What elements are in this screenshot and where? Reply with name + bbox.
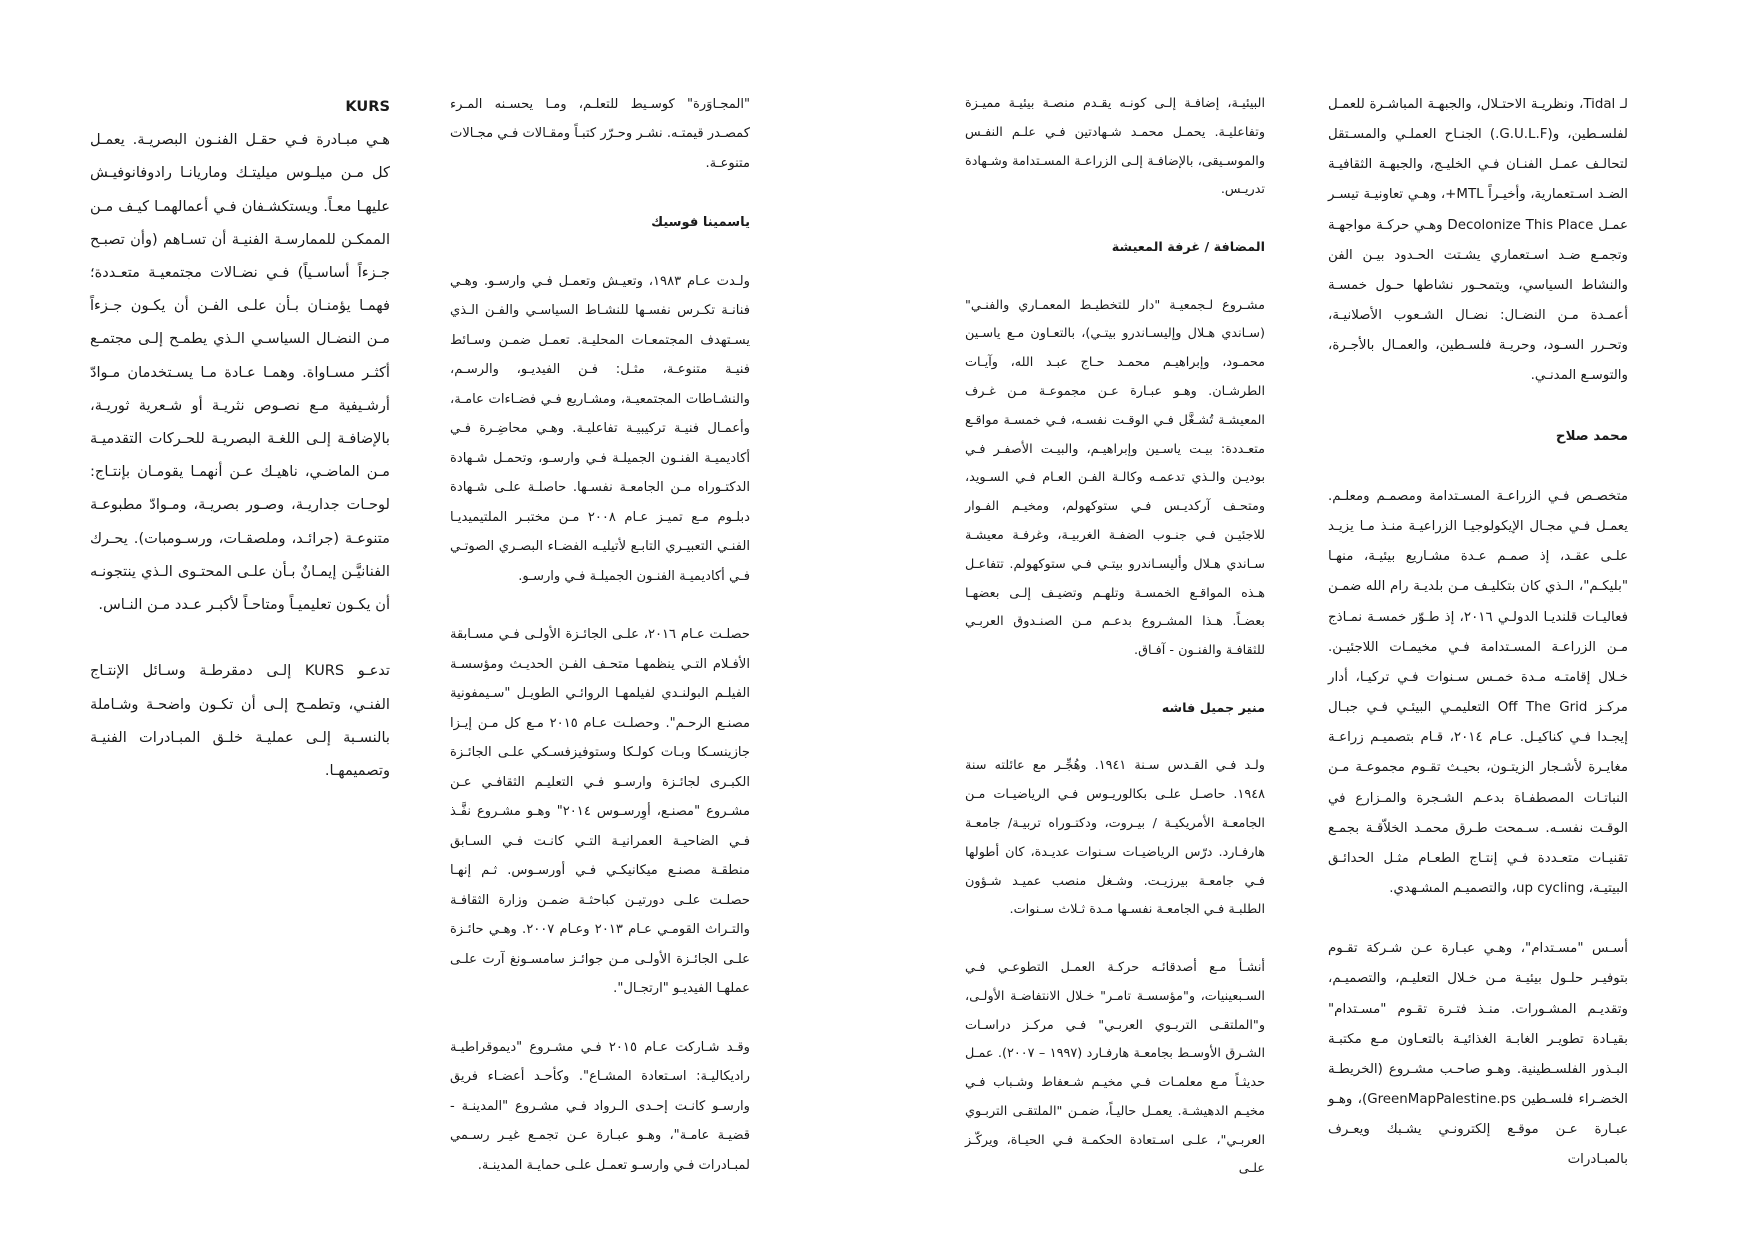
text-column-4 — [90, 90, 390, 820]
paragraph: "المجـاوَرة" كوسـيط للتعلـم، ومـا يحسـنه المـرء كمصـدر قيمتـه. نشـر وحـرّر كتبـاً ومقـالات فـي مجـالات متنوعـة. — [450, 97, 750, 171]
heading-munir-fasheh: منير جميل فاشه — [1161, 700, 1265, 716]
heading-mohammad-salah: محمد صلاح — [1555, 428, 1628, 444]
text-column-1 — [1328, 90, 1628, 1206]
paragraph: ولـد فـي القـدس سـنة ١٩٤١. وهُجِّـر مع عائلته سنة ١٩٤٨. حاصـل علـى بكالوريـوس فـي الرياضيـات مـن الجامعـة الأمريكيـة / بيـروت، ودكتـوراه تربيـة/ جامعـة هارفـارد. درّس الرياضيـات سـنوات عديـدة، كان أطولها فـي جامعـة بيرزيـت. وشـغل منصب عميـد شـؤون الطلبـة فـي الجامعـة نفسـها مـدة ثـلاث سـنوات. — [965, 758, 1265, 918]
paragraph: ولـدت عـام ١٩٨٣، وتعيـش وتعمـل فـي وارسـو. وهـي فنانـة تكـرس نفسـها للنشـاط السياسـي والفـن الـذي يسـتهدف المجتمعـات المحليـة. تعمـل ضمـن وسـائط فنيـة متنوعـة، مثـل: فـن الفيديـو، والرسـم، والنشـاطات المجتمعيـة، ومشـاريع فـي فضـاءات عامـة، وأعمـال فنيـة تركيبيـة تفاعليـة. وهـي محاضِـرة فـي أكاديميـة الفنـون الجميلـة فـي وارسـو، وتحمـل شـهادة الدكتـوراه مـن الجامعـة نفسـها. حاصلـة علـى شـهادة دبلـوم مـع تميـز عـام ٢٠٠٨ مـن مختبـر الملتيميديـا الفنـي التعبيـري التابـع لأتيليـه الفضـاء البصـري الصوتـي فـي أكاديميـة الفنـون الجميلـة فـي وارسـو. — [450, 273, 750, 584]
paragraph: وقـد شـاركت عـام ٢٠١٥ فـي مشـروع "ديموقراطيـة راديكاليـة: اسـتعادة المشـاع". وكأحـد أعضـاء فريق وارسـو كانـت إحـدى الـرواد فـي مشـروع "المدينـة - قضيـة عامـة"، وهـو عبـارة عـن تجمـع غيـر رسـمي لمبـادرات فـي وارسـو تعمـل علـى حمايـة المدينـة. — [450, 1040, 750, 1173]
text-column-2 — [965, 90, 1265, 1213]
paragraph: البيئيـة، إضافـة إلـى كونـه يقـدم منصـة بيئيـة مميـزة وتفاعليـة. يحمـل محمـد شـهادتين فـي علـم النفـس والموسـيقى، بالإضافـة إلـى الزراعـة المسـتدامة وشـهادة تدريـس. — [965, 96, 1265, 198]
paragraph: أسـس "مسـتدام"، وهـي عبـارة عـن شـركة تقـوم بتوفيـر حلـول بيئيـة مـن خـلال التعليـم، والتصميـم، وتقديـم المشـورات. منـذ فتـرة تقـوم "مسـتدام" بقيـادة تطويـر الغابـة الغذائيـة بالتعـاون مـع مكتبـة البـذور الفلسـطينية. وهـو صاحـب مشـروع (الخريطـة الخضـراء فلسـطين GreenMapPalestine.ps)، وهـو عبـارة عـن موقـع إلكترونـي يشـبك ويعـرف بالمبـادرات — [1328, 941, 1628, 1168]
paragraph: متخصـص فـي الزراعـة المسـتدامة ومصمـم ومعلـم. يعمـل فـي مجـال الإيكولوجيـا الزراعيـة منـذ مـا يزيـد علـى عقـد، إذ صمـم عـدة مشـاريع بيئيـة، منهـا "بليكـم"، الـذي كان بتكليـف مـن بلديـة رام الله ضمـن فعاليـات قلنديـا الدولـي ٢٠١٦، إذ طـوّر خمسـة نمـاذج مـن الزراعـة المسـتدامة فـي مخيمـات اللاجئيـن. خـلال إقامتـه مـدة خمـس سـنوات فـي تركيـا، أدار مركـز Off The Grid التعليمـي البيئـي فـي جبـال إيجـدا فـي كناكيـل. عـام ٢٠١٤، قـام بتصميـم زراعـة مغايـرة لأشـجار الزيتـون، بحيـث تقـوم مجموعـة مـن النباتـات المصطفـاة بدعـم الشـجرة والمـزارع في الوقـت نفسـه. سـمحت طـرق محمـد الخلاّقـة بجمـع تقنيـات متعـددة فـي إنتـاج الطعـام مثـل الحدائـق البيتيـة، up cycling، والتصميـم المشـهدي. — [1328, 489, 1629, 897]
paragraph: تدعـو KURS إلـى دمقرطـة وسـائل الإنتـاج الفنـي، وتطمـح إلـى أن تكـون واضحـة وشـاملة بالنسـبة إلـى عمليـة خلـق المبـادرات الفنيـة وتصميمهـا. — [90, 662, 390, 780]
heading-yasmina-fosik: ياسمينا فوسيك — [651, 214, 750, 230]
paragraph: مشـروع لـجمعيـة "دار للتخطيـط المعمـاري والفنـي" (سـاندي هـلال وإليسـاندرو بيتـي)، بالتعـاون مـع ياسـين محمـود، وإبراهيـم محمـد حـاج عبـد الله، وآيـات الطرشـان. وهـو عبـارة عـن مجموعـة مـن غـرف المعيشـة تُشـغَّل فـي الوقـت نفسـه، فـي خمسـة مواقـع متعـددة: بيـت ياسـين وإبراهيـم، والبيـت الأصفـر فـي بوديـن والـذي تدعمـه وكالـة الفـن العـام فـي السـويد، ومتحـف آركديـس فـي ستوكهولم، ومخيـم الفـوار للاجئيـن فـي جنـوب الضفـة الغربيـة، وغرفـة معيشـة سـاندي هـلال وأليسـاندرو بيتـي فـي ستوكهولم. تتفاعـل هـذه المواقـع الخمسـة وتلهـم وتضيـف إلـى بعضهـا بعضـاً. هـذا المشـروع بدعـم مـن الصنـدوق العربـي للثقافـة والفنـون - آفـاق. — [965, 297, 1265, 659]
paragraph: أنشـأ مـع أصدقائـه حركـة العمـل التطوعـي فـي السـبعينيات، و"مؤسسـة تامـر" خـلال الانتفاضـة الأولـى، و"الملتقـى التربـوي العربـي" فـي مركـز دراسـات الشـرق الأوسـط بجامعـة هارفـارد (١٩٩٧ – ٢٠٠٧). عمـل حديثـاً مـع معلمـات فـي مخيـم شـعفاط وشـباب فـي مخيـم الدهيشـة. يعمـل حاليـاً، ضمـن "الملتقـى التربـوي العربـي"، علـى اسـتعادة الحكمـة فـي الحيـاة، ويركّـز علـى — [965, 959, 1265, 1177]
heading-kurs: KURS — [345, 98, 390, 115]
text-column-3 — [450, 90, 750, 1210]
paragraph: حصلـت عـام ٢٠١٦، علـى الجائـزة الأولـى فـي مسـابقة الأفـلام التـي ينظمهـا متحـف الفـن الحديـث ومؤسسـة الفيلـم البولنـدي لفيلمهـا الروائـي الطويـل "سـيمفونية مصنـع الرحـم". وحصلـت عـام ٢٠١٥ مـع كل مـن إيـزا جازينسـكا وبـات كولـكا وستوفيزفسـكي علـى الجائـزة الكبـرى لجائـزة وارسـو فـي التعليـم الثقافـي عـن مشـروع "مصنـع، أوِرسـوس ٢٠١٤" وهـو مشـروع نفَّـذ فـي الضاحيـة العمرانيـة التـي كانـت فـي السـابق منطقـة مصنـع ميكانيكـي فـي أورسـوس. ثـم إنهـا حصلـت علـى دورتيـن كباحثـة ضمـن وزارة الثقافـة والتـراث القومـي عـام ٢٠١٣ وعـام ٢٠٠٧. وهـي حائـزة علـى الجائـزة الأولـى مـن جوائـز سامسـونغ آرت علـى عملهـا الفيديـو "ارتجـال". — [450, 627, 750, 997]
heading-living-room: المضافة / غرفة المعيشة — [1111, 239, 1265, 255]
paragraph: لـ Tidal، ونظريـة الاحتـلال، والجبهـة المباشـرة للعمـل لفلسـطين، و(G.U.L.F.) الجنـاح العملـي والمسـتقل لتحالـف عمـل الفنـان فـي الخليـج، والجبهـة الثقافيـة الضـد اسـتعمارية، وأخيـراً MTL+، وهـي تعاونيـة تيسـر عمـل Decolonize This Place وهـي حركـة مواجهـة وتجمـع ضـد اسـتعماري يشـتت الحـدود بيـن الفن والنشاط السياسي، ويتمحـور نشاطها حـول خمسـة أعمـدة مـن النضـال: نضـال الشـعوب الأصلانيـة، وتحـرر السـود، وحريـة فلسـطين، والعمـال بالأجـرة، والتوسـع المدنـي. — [1328, 97, 1629, 384]
paragraph: هـي مبـادرة فـي حقـل الفنـون البصريـة. يعمـل كل مـن ميلـوس ميليتـك وماريانـا رادوفانوفيـش عليهـا معـاً. ويستكشـفان فـي أعمالهمـا كيـف مـن الممكـن للممارسـة الفنيـة أن تسـاهم (وأن تصبـح جـزءاً أساسـياً) فـي نضـالات مجتمعيـة متعـددة؛ فهمـا يؤمنـان بـأن علـى الفـن أن يكـون جـزءاً مـن النضـال السياسـي الـذي يطمـح إلـى مجتمـع أكثـر مسـاواة. وهمـا عـادة مـا يسـتخدمان مـوادّ أرشـيفية مـع نصـوص نثريـة أو شـعرية ثوريـة، بالإضافـة إلـى اللغـة البصريـة للحـركات التقدميـة مـن الماضـي، ناهيـك عـن أنهمـا يقومـان بإنتـاج: لوحـات جداريـة، وصـور بصريـة، ومـوادّ مطبوعـة متنوعـة (جرائـد، وملصقـات، ورسـومبات). يحـرك الفنانيَّـن إيمـانٌ بـأن علـى المحتـوى الـذي ينتجونـه أن يكـون تعليميـاً ومتاحـاً لأكبـر عـدد مـن النـاس. — [90, 131, 390, 614]
